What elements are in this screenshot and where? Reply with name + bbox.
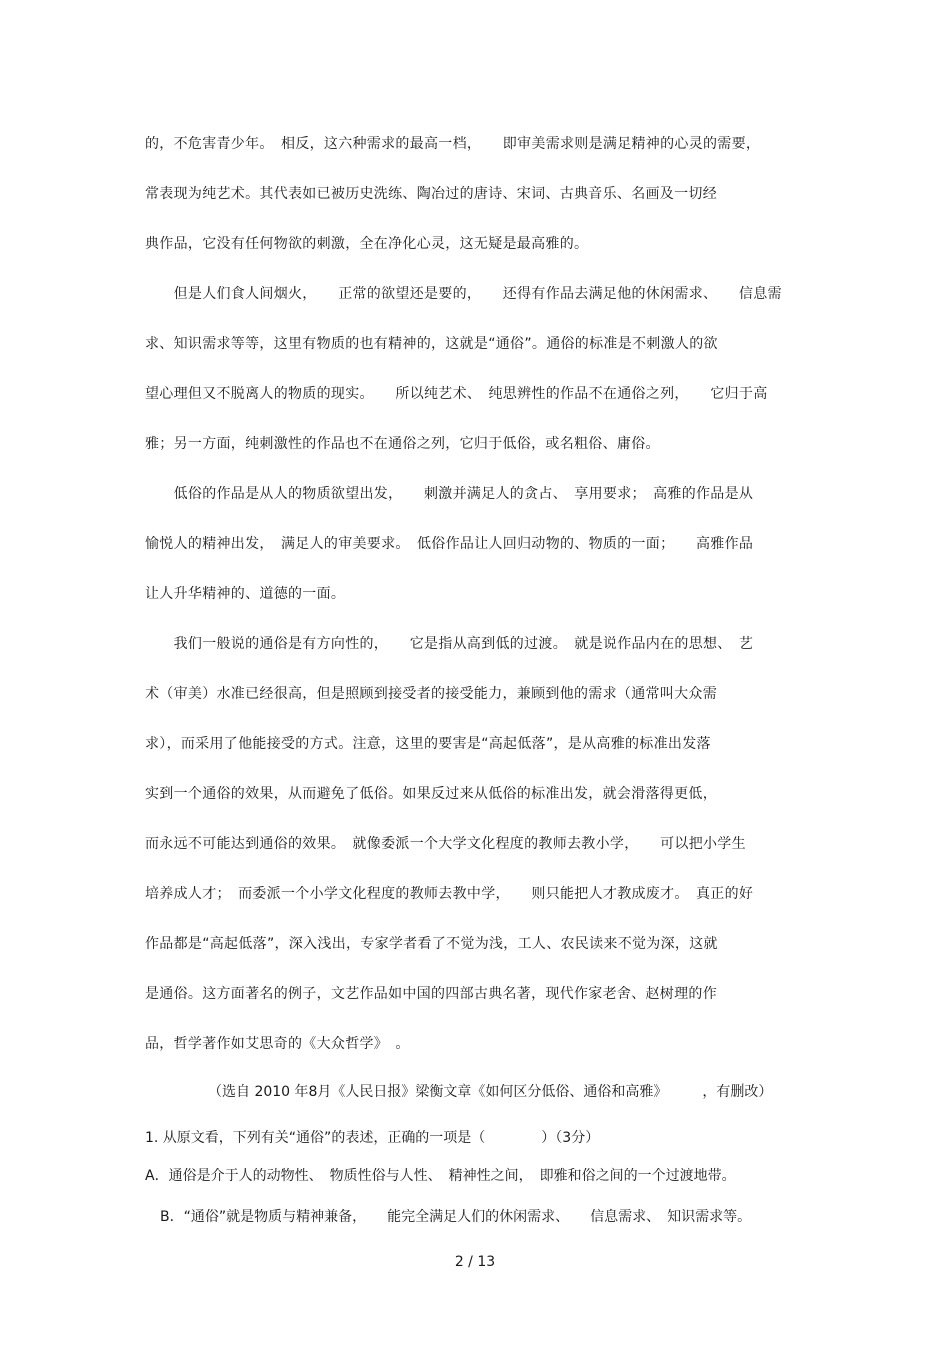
body-text-line: 作品都是“高起低落”，深入浅出，专家学者看了不觉为浅，工人、农民读来不觉为深，这就 xyxy=(145,936,718,952)
body-text-line: 求、知识需求等等，这里有物质的也有精神的，这就是“通俗”。通俗的标准是不刺激人的欲 xyxy=(145,336,718,352)
body-text-line: 典作品，它没有任何物欲的刺激，全在净化心灵，这无疑是最高雅的。 xyxy=(145,236,589,252)
body-text-line: 术（审美）水准已经很高，但是照顾到接受者的接受能力，兼顾到他的需求（通常叫大众需 xyxy=(145,686,717,702)
body-text-line: 而永远不可能达到通俗的效果。 就像委派一个大学文化程度的教师去教小学， 可以把小学生 xyxy=(145,836,746,852)
body-text-line: 的，不危害青少年。 相反，这六种需求的最高一档， 即审美需求则是满足精神的心灵的需要， xyxy=(145,136,761,152)
body-text-line: 是通俗。这方面著名的例子，文艺作品如中国的四部古典名著，现代作家老舍、赵树理的作 xyxy=(145,986,717,1002)
body-text-line: 雅；另一方面，纯刺激性的作品也不在通俗之列，它归于低俗，或名粗俗、庸俗。 xyxy=(145,436,660,452)
body-text-line: 但是人们食人间烟火， 正常的欲望还是要的， 还得有作品去满足他的休闲需求、 信息需 xyxy=(145,286,782,302)
body-text-line: 实到一个通俗的效果，从而避免了低俗。如果反过来从低俗的标准出发，就会滑落得更低， xyxy=(145,786,717,802)
body-text-line: 常表现为纯艺术。其代表如已被历史洗练、陶冶过的唐诗、宋词、古典音乐、名画及一切经 xyxy=(145,186,717,202)
question-option-a: A．通俗是介于人的动物性、 物质性俗与人性、 精神性之间， 即雅和俗之间的一个过渡地带。 xyxy=(145,1168,736,1184)
body-text-line: 愉悦人的精神出发， 满足人的审美要求。 低俗作品让人回归动物的、物质的一面； 高雅作品 xyxy=(145,536,754,552)
body-text-line: 品，哲学著作如艾思奇的《大众哲学》 。 xyxy=(145,1036,410,1052)
body-text-line: 望心理但又不脱离人的物质的现实。 所以纯艺术、 纯思辨性的作品不在通俗之列， 它归于高 xyxy=(145,386,768,402)
body-text-line: 培养成人才； 而委派一个小学文化程度的教师去教中学， 则只能把人才教成废才。 真正的好 xyxy=(145,886,754,902)
body-text-line: 低俗的作品是从人的物质欲望出发， 刺激并满足人的贪占、 享用要求； 高雅的作品是从 xyxy=(145,486,754,502)
source-citation: （选自 2010 年8月《人民日报》梁衡文章《如何区分低俗、通俗和高雅》 ，有删改） xyxy=(208,1084,773,1100)
page-number: 2 / 13 xyxy=(454,1254,496,1270)
question-option-b: B．“通俗”就是物质与精神兼备， 能完全满足人们的休闲需求、 信息需求、 知识需求等。 xyxy=(160,1209,752,1225)
body-text-line: 我们一般说的通俗是有方向性的， 它是指从高到低的过渡。 就是说作品内在的思想、 艺 xyxy=(145,636,754,652)
body-text-line: 求），而采用了他能接受的方式。注意，这里的要害是“高起低落”，是从高雅的标准出发落 xyxy=(145,736,711,752)
body-text-line: 让人升华精神的、道德的一面。 xyxy=(145,586,346,602)
question-stem: 1. 从原文看，下列有关“通俗”的表述，正确的一项是（ ）（3分） xyxy=(145,1130,600,1146)
